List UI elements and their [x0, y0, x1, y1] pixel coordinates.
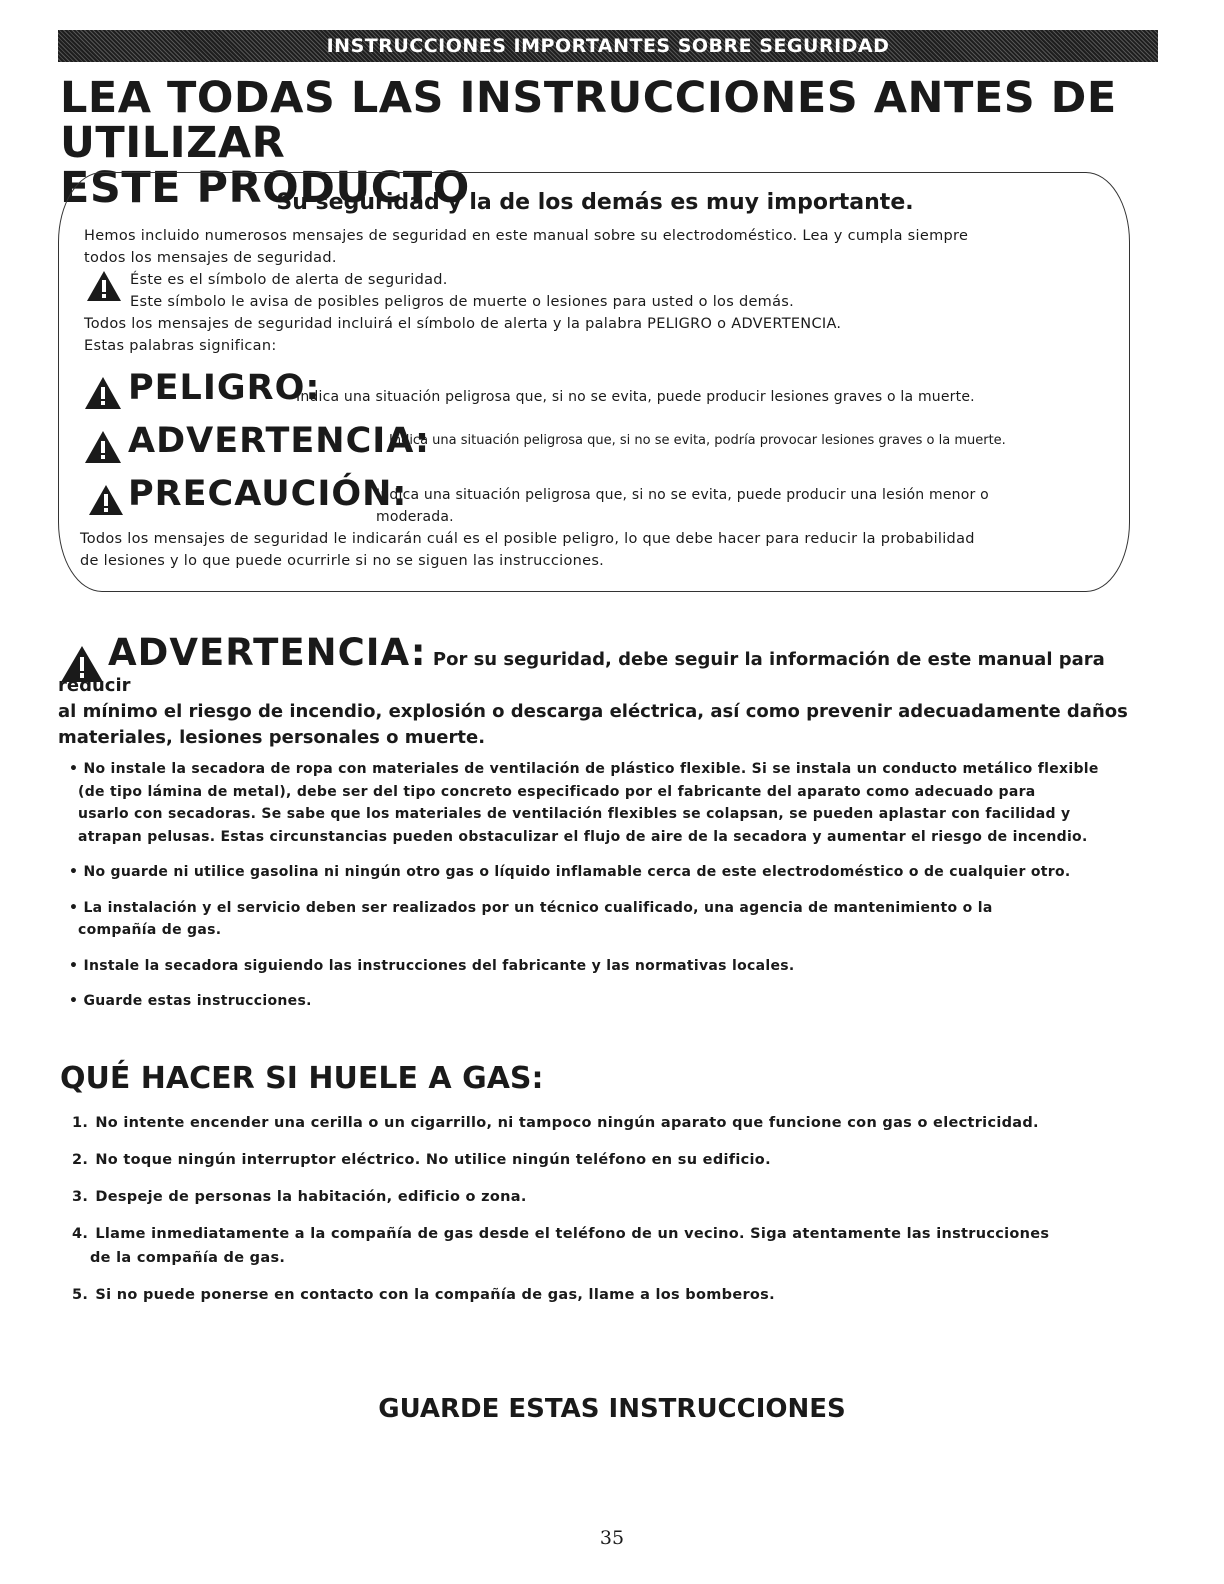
safety-intro-line-2: todos los mensajes de seguridad. [84, 250, 337, 266]
list-item: • No instale la secadora de ropa con materiales de ventilación de plástico flexible. Si se instala un conducto metálico flexible (de tipo lámina de metal), debe ser del tipo concreto especificado por el fabricante del aparato como adecuado para usarlo con secadoras. Se sabe que los materiales de ventilación flexibles se colapsan, se pueden aplastar con facilidad y atrapan pelusas. Estas circunstancias pueden obstaculizar el flujo de aire de la secadora y aumentar el riesgo de incendio. [69, 761, 1099, 845]
caution-alert-icon [88, 484, 124, 520]
signal-word-warning: ADVERTENCIA: [128, 421, 431, 461]
symbol-line-1: Éste es el símbolo de alerta de seguridad. [130, 272, 448, 288]
main-warning-line-3: materiales, lesiones personales o muerte. [58, 727, 486, 748]
signal-desc-warning: Indica una situación peligrosa que, si no se evita, podría provocar lesiones graves o la muerte. [389, 433, 1006, 448]
page-title-line-1: LEA TODAS LAS INSTRUCCIONES ANTES DE UTILIZAR [60, 73, 1117, 168]
list-item: 1. No intente encender una cerilla o un cigarrillo, ni tampoco ningún aparato que funcione con gas o electricidad. [72, 1115, 1039, 1131]
safety-alert-symbol-icon [86, 270, 122, 306]
safety-closing-line-2: de lesiones y lo que puede ocurrirle si no se siguen las instrucciones. [80, 553, 605, 569]
list-item: 5. Si no puede ponerse en contacto con la compañía de gas, llame a los bomberos. [72, 1287, 775, 1303]
symbol-line-2: Este símbolo le avisa de posibles peligros de muerte o lesiones para usted o los demás. [130, 294, 795, 310]
main-warning [58, 631, 1148, 751]
section-banner: INSTRUCCIONES IMPORTANTES SOBRE SEGURIDAD [58, 30, 1158, 62]
page-number: 35 [599, 1527, 625, 1549]
safety-intro [84, 225, 1124, 269]
save-instructions-title: GUARDE ESTAS INSTRUCCIONES [378, 1394, 846, 1424]
signal-desc-caution [376, 484, 1116, 528]
signal-desc-caution-line-2: moderada. [376, 509, 454, 525]
list-item: 4. Llame inmediatamente a la compañía de gas desde el teléfono de un vecino. Siga atentamente las instrucciones de la compañía de gas. [72, 1226, 1050, 1266]
list-item: 3. Despeje de personas la habitación, edificio o zona. [72, 1189, 527, 1205]
list-item: 2. No toque ningún interruptor eléctrico. No utilice ningún teléfono en su edificio. [72, 1152, 771, 1168]
page-title-line-2: ESTE PRODUCTO [60, 163, 470, 213]
safety-box-heading: Su seguridad y la de los demás es muy importante. [276, 190, 914, 215]
safety-closing [80, 528, 1130, 572]
main-warning-line-2: al mínimo el riesgo de incendio, explosión o descarga eléctrica, así como prevenir adecuadamente daños [58, 701, 1128, 722]
messages-explanation [84, 313, 1124, 357]
warning-alert-icon [84, 430, 122, 468]
meaning-line: Estas palabras significan: [84, 338, 277, 354]
symbol-explanation [130, 269, 1090, 313]
signal-desc-danger: Indica una situación peligrosa que, si no se evita, puede producir lesiones graves o la muerte. [296, 389, 975, 405]
safety-closing-line-1: Todos los mensajes de seguridad le indicarán cuál es el posible peligro, lo que debe hacer para reducir la probabilidad [80, 531, 975, 547]
danger-alert-icon [84, 376, 122, 414]
signal-word-caution: PRECAUCIÓN: [128, 474, 408, 514]
warning-bullet-list [66, 758, 1146, 1026]
list-item: • La instalación y el servicio deben ser realizados por un técnico cualificado, una agencia de mantenimiento o la compañía de gas. [69, 899, 993, 938]
main-warning-word: ADVERTENCIA: [108, 631, 427, 674]
signal-desc-caution-line-1: Indica una situación peligrosa que, si no se evita, puede producir una lesión menor o [376, 487, 989, 503]
list-item: • Guarde estas instrucciones. [69, 993, 312, 1009]
gas-steps-list [72, 1111, 1132, 1320]
signal-word-danger: PELIGRO: [128, 368, 321, 408]
gas-section-title: QUÉ HACER SI HUELE A GAS: [60, 1061, 544, 1096]
messages-line: Todos los mensajes de seguridad incluirá el símbolo de alerta y la palabra PELIGRO o ADVERTENCIA. [84, 316, 842, 332]
main-warning-line-1: Por su seguridad, debe seguir la información de este manual para reducir [58, 649, 1105, 696]
list-item: • Instale la secadora siguiendo las instrucciones del fabricante y las normativas locales. [69, 957, 795, 974]
list-item: • No guarde ni utilice gasolina ni ningún otro gas o líquido inflamable cerca de este electrodoméstico o de cualquier otro. [69, 864, 1071, 880]
safety-intro-line-1: Hemos incluido numerosos mensajes de seguridad en este manual sobre su electrodoméstico. Lea y cumpla siempre [84, 228, 969, 244]
